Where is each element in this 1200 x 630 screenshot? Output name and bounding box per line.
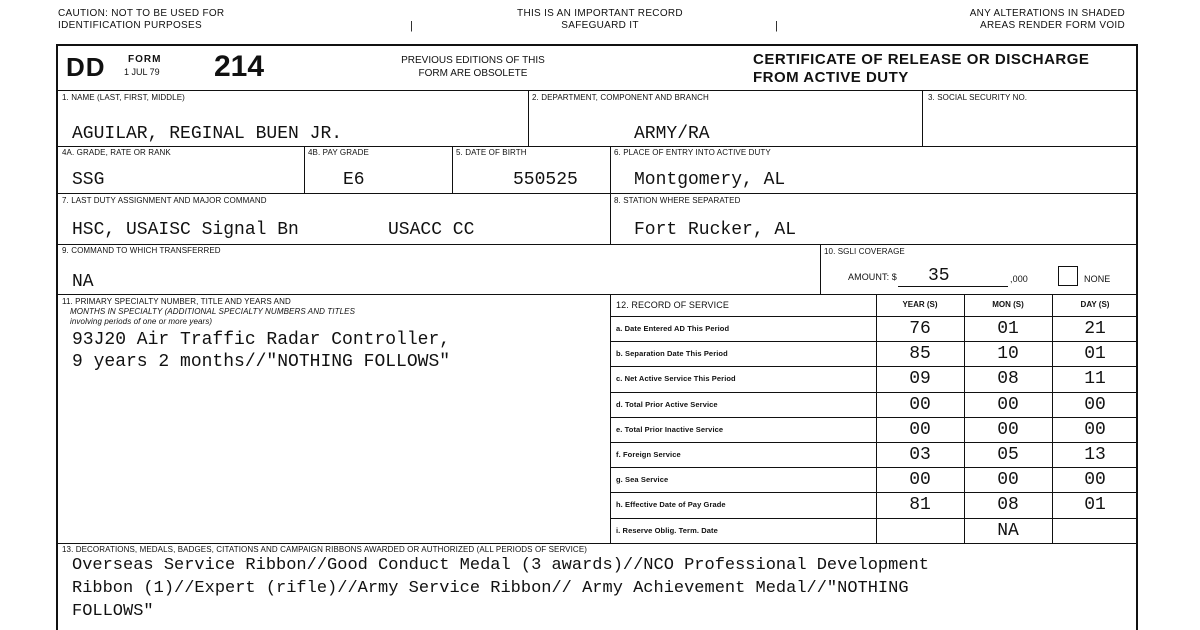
divider <box>610 294 611 543</box>
decorations-label: 13. DECORATIONS, MEDALS, BADGES, CITATIONS AND CAMPAIGN RIBBONS AWARDED OR AUTHORIZED (ALL PERIODS OF SERVICE) <box>62 545 588 554</box>
record-mon-value: 10 <box>997 344 1019 365</box>
record-mon-value: 08 <box>997 495 1019 516</box>
record-day-value: 21 <box>1084 319 1106 339</box>
department-value: ARMY/RA <box>634 124 710 144</box>
major-command-value: USACC CC <box>388 220 475 240</box>
previous-editions-note <box>358 54 588 80</box>
row-divider <box>610 341 1138 342</box>
col-year-header: YEAR (S) <box>902 300 938 309</box>
grade-value: SSG <box>72 170 105 190</box>
row-divider <box>610 442 1138 443</box>
record-mon-value: NA <box>997 520 1019 541</box>
previous-line-2: FORM ARE OBSOLETE <box>418 68 528 79</box>
transferred-value: NA <box>72 272 94 292</box>
form-number: 214 <box>214 50 265 83</box>
record-row-label: i. Reserve Oblig. Term. Date <box>616 525 718 535</box>
specialty-label-3: involving periods of one or more years) <box>70 317 213 326</box>
col-mon-header: MON (S) <box>992 300 1024 309</box>
important-line-1: THIS IS AN IMPORTANT RECORD <box>517 8 683 19</box>
divider <box>452 146 453 193</box>
record-mon-value: 00 <box>997 394 1019 415</box>
department-label: 2. DEPARTMENT, COMPONENT AND BRANCH <box>532 93 709 102</box>
record-mon-value: 01 <box>997 319 1019 339</box>
record-year-value: 00 <box>909 394 931 415</box>
record-row-label: f. Foreign Service <box>616 450 681 459</box>
entry-value: Montgomery, AL <box>634 170 786 190</box>
record-day-value: 00 <box>1084 394 1106 415</box>
record-day-value: 01 <box>1084 344 1106 365</box>
sgli-amount-label: AMOUNT: $ <box>848 272 897 282</box>
sgli-label: 10. SGLI COVERAGE <box>824 247 905 256</box>
divider <box>58 543 1138 544</box>
transferred-label: 9. COMMAND TO WHICH TRANSFERRED <box>62 246 221 255</box>
divider <box>58 244 1138 245</box>
record-year-value: 76 <box>909 319 931 339</box>
alterations-line-2: AREAS RENDER FORM VOID <box>980 20 1125 31</box>
important-line-2: SAFEGUARD IT <box>561 20 639 31</box>
last-duty-label: 7. LAST DUTY ASSIGNMENT AND MAJOR COMMAND <box>62 196 267 205</box>
decorations-line-3: FOLLOWS" <box>72 602 154 621</box>
record-row-label: h. Effective Date of Pay Grade <box>616 500 726 510</box>
ssn-label: 3. SOCIAL SECURITY NO. <box>928 93 1028 102</box>
caution-line-1: CAUTION: NOT TO BE USED FOR <box>58 8 225 19</box>
decorations-value <box>72 554 1132 623</box>
divider <box>304 146 305 193</box>
record-row-label: e. Total Prior Inactive Service <box>616 424 724 434</box>
previous-line-1: PREVIOUS EDITIONS OF THIS <box>401 55 545 66</box>
record-row-label: g. Sea Service <box>616 475 669 485</box>
row-divider <box>610 467 1138 468</box>
record-day-value: 01 <box>1084 495 1106 516</box>
record-row-label: d. Total Prior Active Service <box>616 399 718 409</box>
row-divider <box>610 492 1138 493</box>
sgli-suffix: ,000 <box>1010 274 1028 284</box>
dd214-form <box>56 44 1138 630</box>
divider <box>58 294 1138 295</box>
paygrade-value: E6 <box>343 170 365 190</box>
specialty-value-1: 93J20 Air Traffic Radar Controller, <box>72 330 451 350</box>
divider <box>922 90 923 146</box>
row-divider <box>610 366 1138 367</box>
record-year-value: 81 <box>909 495 931 516</box>
form-word: FORM <box>128 54 162 65</box>
record-year-value: 03 <box>909 445 931 465</box>
sgli-amount-value: 35 <box>928 266 950 286</box>
row-divider <box>610 392 1138 393</box>
record-day-value: 00 <box>1084 419 1106 440</box>
specialty-value-2: 9 years 2 months//"NOTHING FOLLOWS" <box>72 352 451 372</box>
name-label: 1. NAME (LAST, FIRST, MIDDLE) <box>62 93 185 102</box>
dob-label: 5. DATE OF BIRTH <box>456 148 527 157</box>
form-date: 1 JUL 79 <box>124 67 160 77</box>
specialty-label-2: MONTHS IN SPECIALTY (ADDITIONAL SPECIALTY NUMBERS AND TITLES <box>70 307 356 316</box>
dob-value: 550525 <box>513 170 578 190</box>
record-row-label: b. Separation Date This Period <box>616 349 728 359</box>
sgli-amount-line <box>898 286 1008 287</box>
record-mon-value: 05 <box>997 445 1019 465</box>
row-divider <box>610 417 1138 418</box>
alterations-notice <box>915 8 1125 32</box>
decorations-line-1: Overseas Service Ribbon//Good Conduct Medal (3 awards)//NCO Professional Development <box>72 556 929 575</box>
record-row-label: c. Net Active Service This Period <box>616 374 736 384</box>
caution-line-2: IDENTIFICATION PURPOSES <box>58 20 202 31</box>
alterations-line-1: ANY ALTERATIONS IN SHADED <box>969 8 1125 19</box>
station-label: 8. STATION WHERE SEPARATED <box>614 196 741 205</box>
sgli-none-checkbox[interactable] <box>1058 266 1078 286</box>
record-row-label: a. Date Entered AD This Period <box>616 324 730 333</box>
decorations-line-2: Ribbon (1)//Expert (rifle)//Army Service Ribbon// Army Achievement Medal//"NOTHING <box>72 579 909 598</box>
record-year-value: 85 <box>909 344 931 365</box>
sgli-none-label: NONE <box>1084 274 1111 284</box>
divider <box>610 146 611 244</box>
form-title-line-1: CERTIFICATE OF RELEASE OR DISCHARGE <box>753 51 1090 68</box>
grade-label: 4A. GRADE, RATE OR RANK <box>62 148 171 157</box>
record-mon-value: 08 <box>997 369 1019 390</box>
record-year-value: 09 <box>909 369 931 390</box>
last-duty-value: HSC, USAISC Signal Bn <box>72 220 299 240</box>
row-divider <box>610 316 1138 317</box>
divider <box>58 146 1138 147</box>
record-year-value: 00 <box>909 419 931 440</box>
station-value: Fort Rucker, AL <box>634 220 797 240</box>
divider <box>820 244 821 294</box>
name-value: AGUILAR, REGINAL BUEN JR. <box>72 124 343 144</box>
specialty-label-1: 11. PRIMARY SPECIALTY NUMBER, TITLE AND YEARS AND <box>62 297 291 306</box>
record-mon-value: 00 <box>997 470 1019 491</box>
divider <box>58 90 1138 91</box>
record-day-value: 13 <box>1084 445 1106 465</box>
row-divider <box>610 518 1138 519</box>
divider <box>528 90 529 146</box>
paygrade-label: 4B. PAY GRADE <box>308 148 369 157</box>
record-mon-value: 00 <box>997 419 1019 440</box>
tick-mark: | <box>775 20 778 32</box>
record-of-service-label: 12. RECORD OF SERVICE <box>616 300 729 310</box>
divider <box>58 193 1138 194</box>
caution-notice <box>58 8 224 32</box>
dd-label: DD <box>66 52 106 82</box>
record-day-value: 00 <box>1084 470 1106 491</box>
record-year-value: 00 <box>909 470 931 491</box>
record-day-value: 11 <box>1084 369 1106 390</box>
tick-mark: | <box>410 20 413 32</box>
important-record-notice <box>450 8 750 32</box>
col-day-header: DAY (S) <box>1080 300 1110 309</box>
form-title <box>753 51 1089 87</box>
entry-label: 6. PLACE OF ENTRY INTO ACTIVE DUTY <box>614 148 771 157</box>
form-title-line-2: FROM ACTIVE DUTY <box>753 69 909 86</box>
